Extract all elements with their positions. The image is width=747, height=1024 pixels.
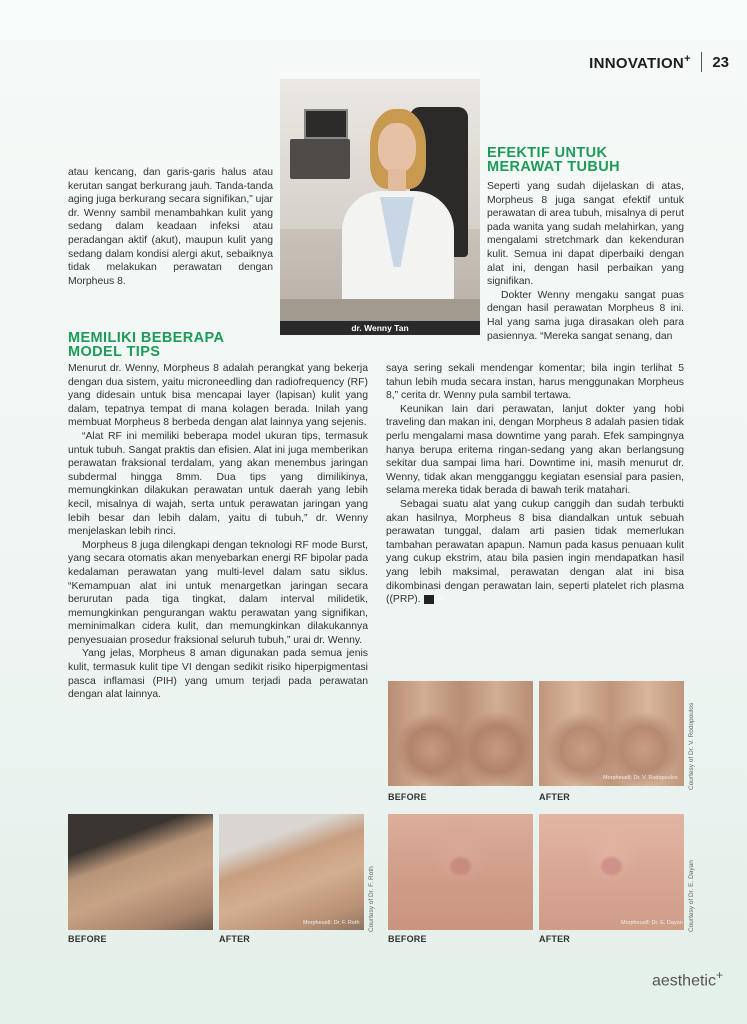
neck-watermark: Morpheus8: Dr. F. Roth bbox=[303, 920, 360, 926]
neck-credit: Courtesy of Dr. F. Roth bbox=[368, 866, 375, 932]
face-after-label: AFTER bbox=[539, 934, 570, 944]
heading-line: MERAWAT TUBUH bbox=[487, 159, 621, 175]
knees-before-label: BEFORE bbox=[388, 792, 427, 802]
end-mark-icon: a+ bbox=[424, 595, 434, 604]
knees-credit: Courtesy of Dr. V. Rodopoulos bbox=[688, 702, 695, 790]
face-before-photo bbox=[388, 814, 533, 930]
header-divider bbox=[701, 52, 703, 72]
paragraph: Morpheus 8 juga dilengkapi dengan teknologi RF mode Burst, yang secara otomatis akan menyebarkan energi RF bipolar pada kedalaman perawatan yang multi-level dalam satu siklus. “Kemampuan alat ini untuk menargetkan jaringan secara berurutan pada tiga tingkat, dalam interval milidetik, memungkinkan pengurangan waktu perawatan yang signifikan, meminimalkan cidera kulit, dan memungkinkan dilakukannya penyesuaian prosedur fraksional seluruh tubuh,” urai dr. Wenny. bbox=[68, 539, 368, 646]
knees-before-photo bbox=[388, 681, 533, 786]
brand-text: aesthetic bbox=[651, 972, 716, 990]
neck-before-photo bbox=[68, 814, 213, 930]
paragraph: Yang jelas, Morpheus 8 aman digunakan pada semua jenis kulit, termasuk kulit tipe VI dengan sedikit risiko hiperpigmentasi pasca inflamasi (PIH) yang umum terjadi pada perawatan dengan alat lainnya. bbox=[68, 648, 368, 701]
face-credit: Courtesy of Dr. E. Dayan bbox=[688, 860, 695, 932]
neck-before-label: BEFORE bbox=[68, 934, 107, 944]
heading-line: MEMILIKI BEBERAPA bbox=[68, 330, 225, 346]
neck-after-photo bbox=[219, 814, 364, 930]
heading-line: MODEL TIPS bbox=[68, 344, 161, 360]
face-watermark: Morpheus8: Dr. E. Dayan bbox=[621, 920, 683, 926]
face-before-label: BEFORE bbox=[388, 934, 427, 944]
right-top-text bbox=[487, 180, 684, 343]
paragraph: Keunikan lain dari perawatan, lanjut dokter yang hobi traveling dan makan ini, dengan Morpheus 8 adalah pasien tidak perlu mengalami masa downtime yang parah. Efek sampingnya hanya berupa eritema ringan-sedang yang akan berlangsung sekitar dua sampai lima hari. Downtime ini, masih menurut dr. Wenny, tidak akan mengganggu kegiatan esensial para pasien, selama mereka tidak berada di bawah terik matahari. bbox=[386, 403, 684, 497]
paragraph: Seperti yang sudah dijelaskan di atas, Morpheus 8 juga sangat efektif untuk perawatan di area tubuh, misalnya di perut pada wanita yang sudah melahirkan, yang mengalami stretchmark dan kekenduran kulit. Semua ini dapat diperbaiki dengan alat ini, dengan hasil perbaikan yang signifikan. bbox=[487, 181, 684, 288]
paragraph: saya sering sekali mendengar komentar; bila ingin terlihat 5 tahun lebih muda secara instan, harus menggunakan Morpheus 8,” cerita dr. Wenny pula sambil tertawa. bbox=[386, 363, 684, 402]
brand-mark: + bbox=[715, 968, 723, 982]
neck-after-label: AFTER bbox=[219, 934, 250, 944]
paragraph: atau kencang, dan garis-garis halus atau kerutan sangat berkurang jauh. Tanda-tanda aging juga berkurang secara signifikan,” ujar dr. Wenny sambil menambahkan kulit yang sedang dalam keadaan infeksi atau peradangan aktif (akut), maupun kulit yang sedang dalam kondisi alergi akut, sebaiknya tidak melakukan perawatan dengan Morpheus 8. bbox=[68, 167, 273, 287]
face-after-photo bbox=[539, 814, 684, 930]
left-body-text bbox=[68, 362, 368, 702]
section-header bbox=[589, 52, 729, 72]
heading-model-tips bbox=[68, 331, 224, 359]
portrait-photo bbox=[280, 79, 480, 335]
paragraph-text: Sebagai suatu alat yang cukup canggih dan sudah terbukti akan hasilnya, Morpheus 8 bisa diandalkan untuk sebuah perawatan tunggal, dalam arti pasien tidak memerlukan tambahan perawatan apapun. Namun pada kasus penuaan kulit yang cukup ekstrim, atau bila pasien ingin mendapatkan hasil yang lebih maksimal, perawatan dengan alat ini bisa dikombinasi dengan perawatan lain, seperti platelet rich plasma ((PRP). bbox=[386, 498, 684, 606]
right-body-text bbox=[386, 362, 684, 607]
heading-body-treatment bbox=[487, 146, 620, 174]
knees-after-photo bbox=[539, 681, 684, 786]
page-number: 23 bbox=[712, 53, 729, 71]
heading-line: EFEKTIF UNTUK bbox=[487, 145, 608, 161]
knees-watermark: Morpheus8: Dr. V. Rodopoulos bbox=[603, 775, 678, 781]
section-title: INNOVATION+ bbox=[589, 52, 691, 72]
paragraph bbox=[386, 498, 684, 607]
paragraph: “Alat RF ini memiliki beberapa model ukuran tips, termasuk untuk tubuh. Sangat praktis dan efisien. Alat ini juga memberikan perawatan fraksional terdalam, yang akan menembus jaringan subdermal hingga 8mm. Dua tips yang dimilikinya, memungkinkan dilakukan perawatan untuk daerah yang lebih kecil, misalnya di wajah, serta untuk perawatan jaringan yang lebih besar dan lebih dalam, yaitu di tubuh,” dr. Wenny menjelaskan lebih rinci. bbox=[68, 430, 368, 538]
magazine-brand bbox=[652, 968, 723, 990]
portrait-caption: dr. Wenny Tan bbox=[280, 321, 480, 335]
paragraph: Dokter Wenny mengaku sangat puas dengan hasil perawatan Morpheus 8 ini. Hal yang sama juga dirasakan oleh para pasiennya. “Mereka sangat senang, dan bbox=[487, 289, 684, 342]
paragraph: Menurut dr. Wenny, Morpheus 8 adalah perangkat yang bekerja dengan dua sistem, yaitu microneedling dan radiofrequency (RF) yang didesain untuk bisa mencapai layer (lapisan) kulit yang dalam, tepatnya tempat di mana kolagen berada. Inilah yang membuat Morpheus 8 berbeda dengan alat lainnya yang sejenis. bbox=[68, 363, 368, 429]
left-top-text bbox=[68, 166, 273, 288]
knees-after-label: AFTER bbox=[539, 792, 570, 802]
